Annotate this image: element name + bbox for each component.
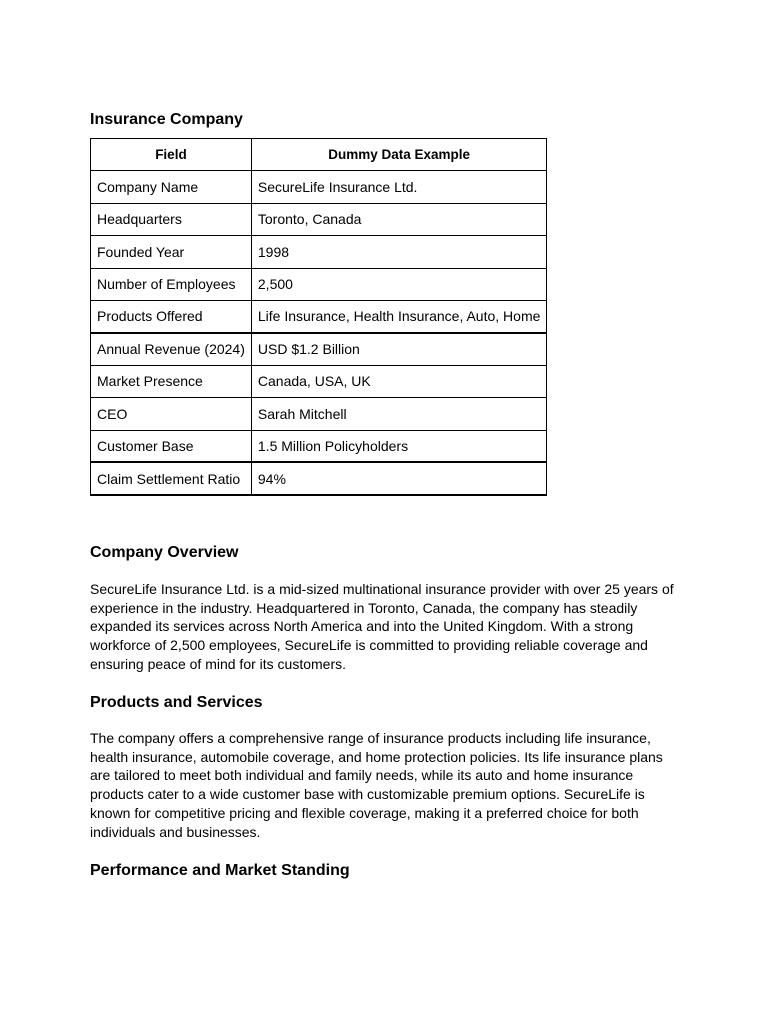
paragraph-line: known for competitive pricing and flexible coverage, making it a preferred choice for both — [90, 804, 639, 821]
table-cell-value: Life Insurance, Health Insurance, Auto, Home — [251, 300, 547, 332]
table-row — [91, 462, 547, 494]
table-row — [91, 333, 547, 365]
table-cell-field: Annual Revenue (2024) — [91, 333, 252, 365]
table-cell-value: 94% — [251, 462, 547, 494]
table-cell-field: CEO — [91, 398, 252, 430]
table-row — [91, 268, 547, 300]
paragraph-line: are tailored to meet both individual and family needs, while its auto and home insurance — [90, 767, 634, 784]
table-cell-field: Customer Base — [91, 430, 252, 462]
table-row — [91, 171, 547, 203]
paragraph-line: The company offers a comprehensive range of insurance products including life insurance, — [90, 730, 651, 746]
table-header-field: Field — [91, 139, 252, 171]
section-heading-products-and-services: Products and Services — [90, 694, 263, 711]
table-row — [91, 430, 547, 462]
company-info-table — [90, 138, 547, 496]
table-cell-field: Products Offered — [91, 300, 252, 332]
paragraph-line: individuals and businesses. — [90, 823, 261, 840]
section-heading-company-overview: Company Overview — [90, 544, 239, 561]
table-cell-value: Sarah Mitchell — [251, 398, 547, 430]
section-paragraph-company-overview — [90, 580, 690, 674]
table-cell-field: Number of Employees — [91, 268, 252, 300]
table-header-row — [91, 139, 547, 171]
table-cell-value: USD $1.2 Billion — [251, 333, 547, 365]
table-cell-field: Claim Settlement Ratio — [91, 462, 252, 494]
table-row — [91, 300, 547, 332]
table-cell-value: Canada, USA, UK — [251, 365, 547, 397]
table-row — [91, 365, 547, 397]
paragraph-line: experience in the industry. Headquartered in Toronto, Canada, the company has steadily — [90, 599, 638, 616]
document-title: Insurance Company — [90, 111, 243, 128]
section-heading-performance-and-market-standing: Performance and Market Standing — [90, 862, 350, 879]
table-cell-value: 2,500 — [251, 268, 547, 300]
table-cell-field: Company Name — [91, 171, 252, 203]
paragraph-line: SecureLife Insurance Ltd. is a mid-sized multinational insurance provider with over 25 years of — [90, 581, 674, 597]
paragraph-line: expanded its services across North America and into the United Kingdom. With a strong — [90, 618, 634, 635]
table-cell-field: Market Presence — [91, 365, 252, 397]
table-cell-value: SecureLife Insurance Ltd. — [251, 171, 547, 203]
paragraph-line: products cater to a wide customer base with customizable premium options. SecureLife is — [90, 786, 645, 803]
section-paragraph-products-and-services — [90, 729, 690, 841]
table-cell-value: Toronto, Canada — [251, 203, 547, 235]
table-row — [91, 203, 547, 235]
paragraph-line: health insurance, automobile coverage, and home protection policies. Its life insurance plans — [90, 748, 663, 765]
paragraph-line: workforce of 2,500 employees, SecureLife is committed to providing reliable coverage and — [90, 637, 648, 654]
table-row — [91, 398, 547, 430]
table-cell-value: 1.5 Million Policyholders — [251, 430, 547, 462]
paragraph-line: ensuring peace of mind for its customers. — [90, 655, 347, 672]
table-cell-field: Founded Year — [91, 236, 252, 268]
table-header-example: Dummy Data Example — [251, 139, 547, 171]
table-row — [91, 236, 547, 268]
table-cell-field: Headquarters — [91, 203, 252, 235]
table-cell-value: 1998 — [251, 236, 547, 268]
